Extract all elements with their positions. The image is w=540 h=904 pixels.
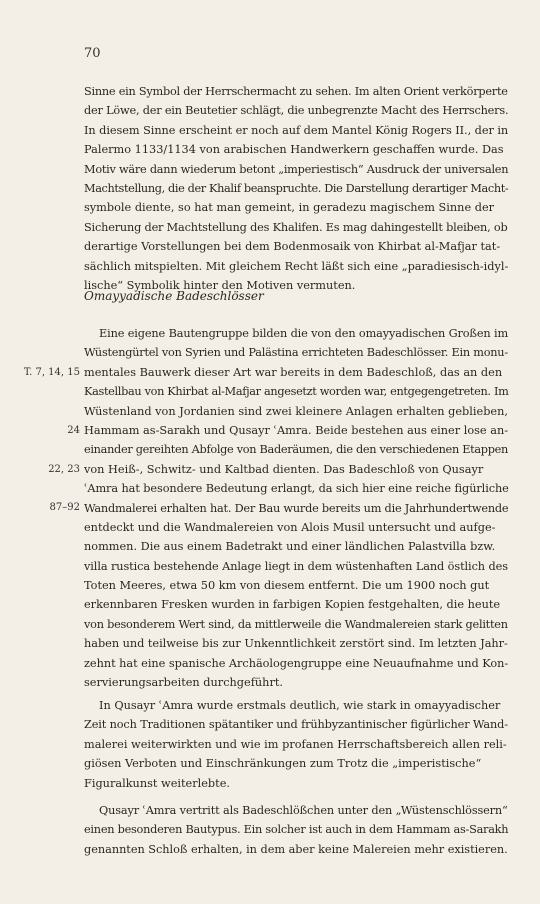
text-line: zehnt hat eine spanische Archäologengruppe eine Neuaufnahme und Kon-: [84, 656, 509, 670]
text-line: Machtstellung, die der Khalif beanspruchte. Die Darstellung derartiger Macht-: [84, 181, 509, 195]
section-heading: Omayyadische Badeschlösser: [84, 289, 264, 303]
margin-reference: T. 7, 14, 15: [23, 367, 80, 378]
paragraph-1: [84, 82, 508, 295]
text-line: haben und teilweise bis zur Unkenntlichkeit zerstört sind. Im letzten Jahr-: [84, 637, 508, 651]
text-line: einander gereihten Abfolge von Baderäumen, die den verschiedenen Etappen: [84, 443, 509, 457]
text-line: Eine eigene Bautengruppe bilden die von den omayyadischen Großen im: [99, 327, 509, 340]
text-line: giösen Verboten und Einschränkungen zum Trotz die „imperistische“: [84, 757, 482, 771]
text-line: Palermo 1133/1134 von arabischen Handwerkern geschaffen wurde. Das: [84, 143, 504, 157]
text-line: Motiv wäre dann wiederum betont „imperiestisch“ Ausdruck der universalen: [84, 162, 509, 176]
text-line: In Qusayr ʿAmra wurde erstmals deutlich, wie stark in omayyadischer: [99, 699, 501, 712]
text-line: erkennbaren Fresken wurden in farbigen Kopien festgehalten, die heute: [84, 598, 501, 612]
text-line: Hammam as-Sarakh und Qusayr ʿAmra. Beide bestehen aus einer lose an-: [84, 423, 509, 437]
text-line: servierungsarbeiten durchgeführt.: [84, 676, 283, 690]
text-line: der Löwe, der ein Beutetier schlägt, die unbegrenzte Macht des Herrschers.: [84, 104, 509, 118]
text-line: Wandmalerei erhalten hat. Der Bau wurde bereits um die Jahrhundertwende: [84, 501, 509, 515]
margin-reference: 24: [67, 425, 80, 436]
text-line: sächlich mitspielten. Mit gleichem Recht läßt sich eine „paradiesisch-idyl-: [84, 259, 509, 273]
text-line: villa rustica bestehende Anlage liegt in dem wüstenhaften Land östlich des: [84, 559, 508, 573]
text-line: einen besonderen Bautypus. Ein solcher ist auch in dem Hammam as-Sarakh: [84, 823, 509, 837]
text-line: Qusayr ʿAmra vertritt als Badeschlößchen unter den „Wüstenschlössern“: [99, 804, 508, 817]
text-line: derartige Vorstellungen bei dem Bodenmosaik von Khirbat al-Mafjar tat-: [84, 240, 501, 254]
text-line: nommen. Die aus einem Badetrakt und einer ländlichen Palastvilla bzw.: [84, 540, 496, 554]
text-line: Zeit noch Traditionen spätantiker und frühbyzantinischer figürlicher Wand-: [84, 718, 508, 732]
text-line: lische“ Symbolik hinter den Motiven vermuten.: [84, 278, 356, 292]
text-line: ʿAmra hat besondere Bedeutung erlangt, da sich hier eine reiche figürliche: [84, 482, 509, 496]
text-line: Wüstenland von Jordanien sind zwei kleinere Anlagen erhalten geblieben,: [84, 404, 508, 418]
text-line: von Heiß-, Schwitz- und Kaltbad dienten. Das Badeschloß von Qusayr: [84, 462, 484, 476]
paragraph-2: [84, 324, 508, 692]
text-line: mentales Bauwerk dieser Art war bereits in dem Badeschloß, das an den: [84, 365, 503, 379]
paragraph-3: [84, 696, 508, 793]
text-line: In diesem Sinne erscheint er noch auf dem Mantel König Rogers II., der in: [84, 123, 509, 137]
text-line: malerei weiterwirkten und wie im profanen Herrschaftsbereich allen reli-: [84, 737, 507, 751]
page-number: 70: [84, 46, 101, 61]
text-line: Figuralkunst weiterlebte.: [84, 776, 230, 790]
margin-reference: 87–92: [49, 502, 80, 513]
text-line: entdeckt und die Wandmalereien von Alois Musil untersucht und aufge-: [84, 520, 496, 534]
margin-reference: 22, 23: [48, 464, 80, 475]
text-line: Sicherung der Machtstellung des Khalifen. Es mag dahingestellt bleiben, ob: [84, 220, 508, 234]
text-line: Wüstengürtel von Syrien und Palästina errichteten Badeschlösser. Ein monu-: [84, 346, 508, 360]
text-line: genannten Schloß erhalten, in dem aber keine Malereien mehr existieren.: [84, 842, 508, 856]
text-line: symbole diente, so hat man gemeint, in geradezu magischem Sinne der: [84, 201, 495, 215]
text-line: Sinne ein Symbol der Herrschermacht zu sehen. Im alten Orient verkörperte: [84, 85, 508, 98]
text-line: Toten Meeres, etwa 50 km von diesem entfernt. Die um 1900 noch gut: [84, 579, 490, 593]
text-line: von besonderem Wert sind, da mittlerweile die Wandmalereien stark gelitten: [84, 617, 508, 631]
paragraph-4: [84, 801, 508, 859]
text-line: Kastellbau von Khirbat al-Mafjar angesetzt worden war, entgegengetreten. Im: [84, 385, 509, 399]
